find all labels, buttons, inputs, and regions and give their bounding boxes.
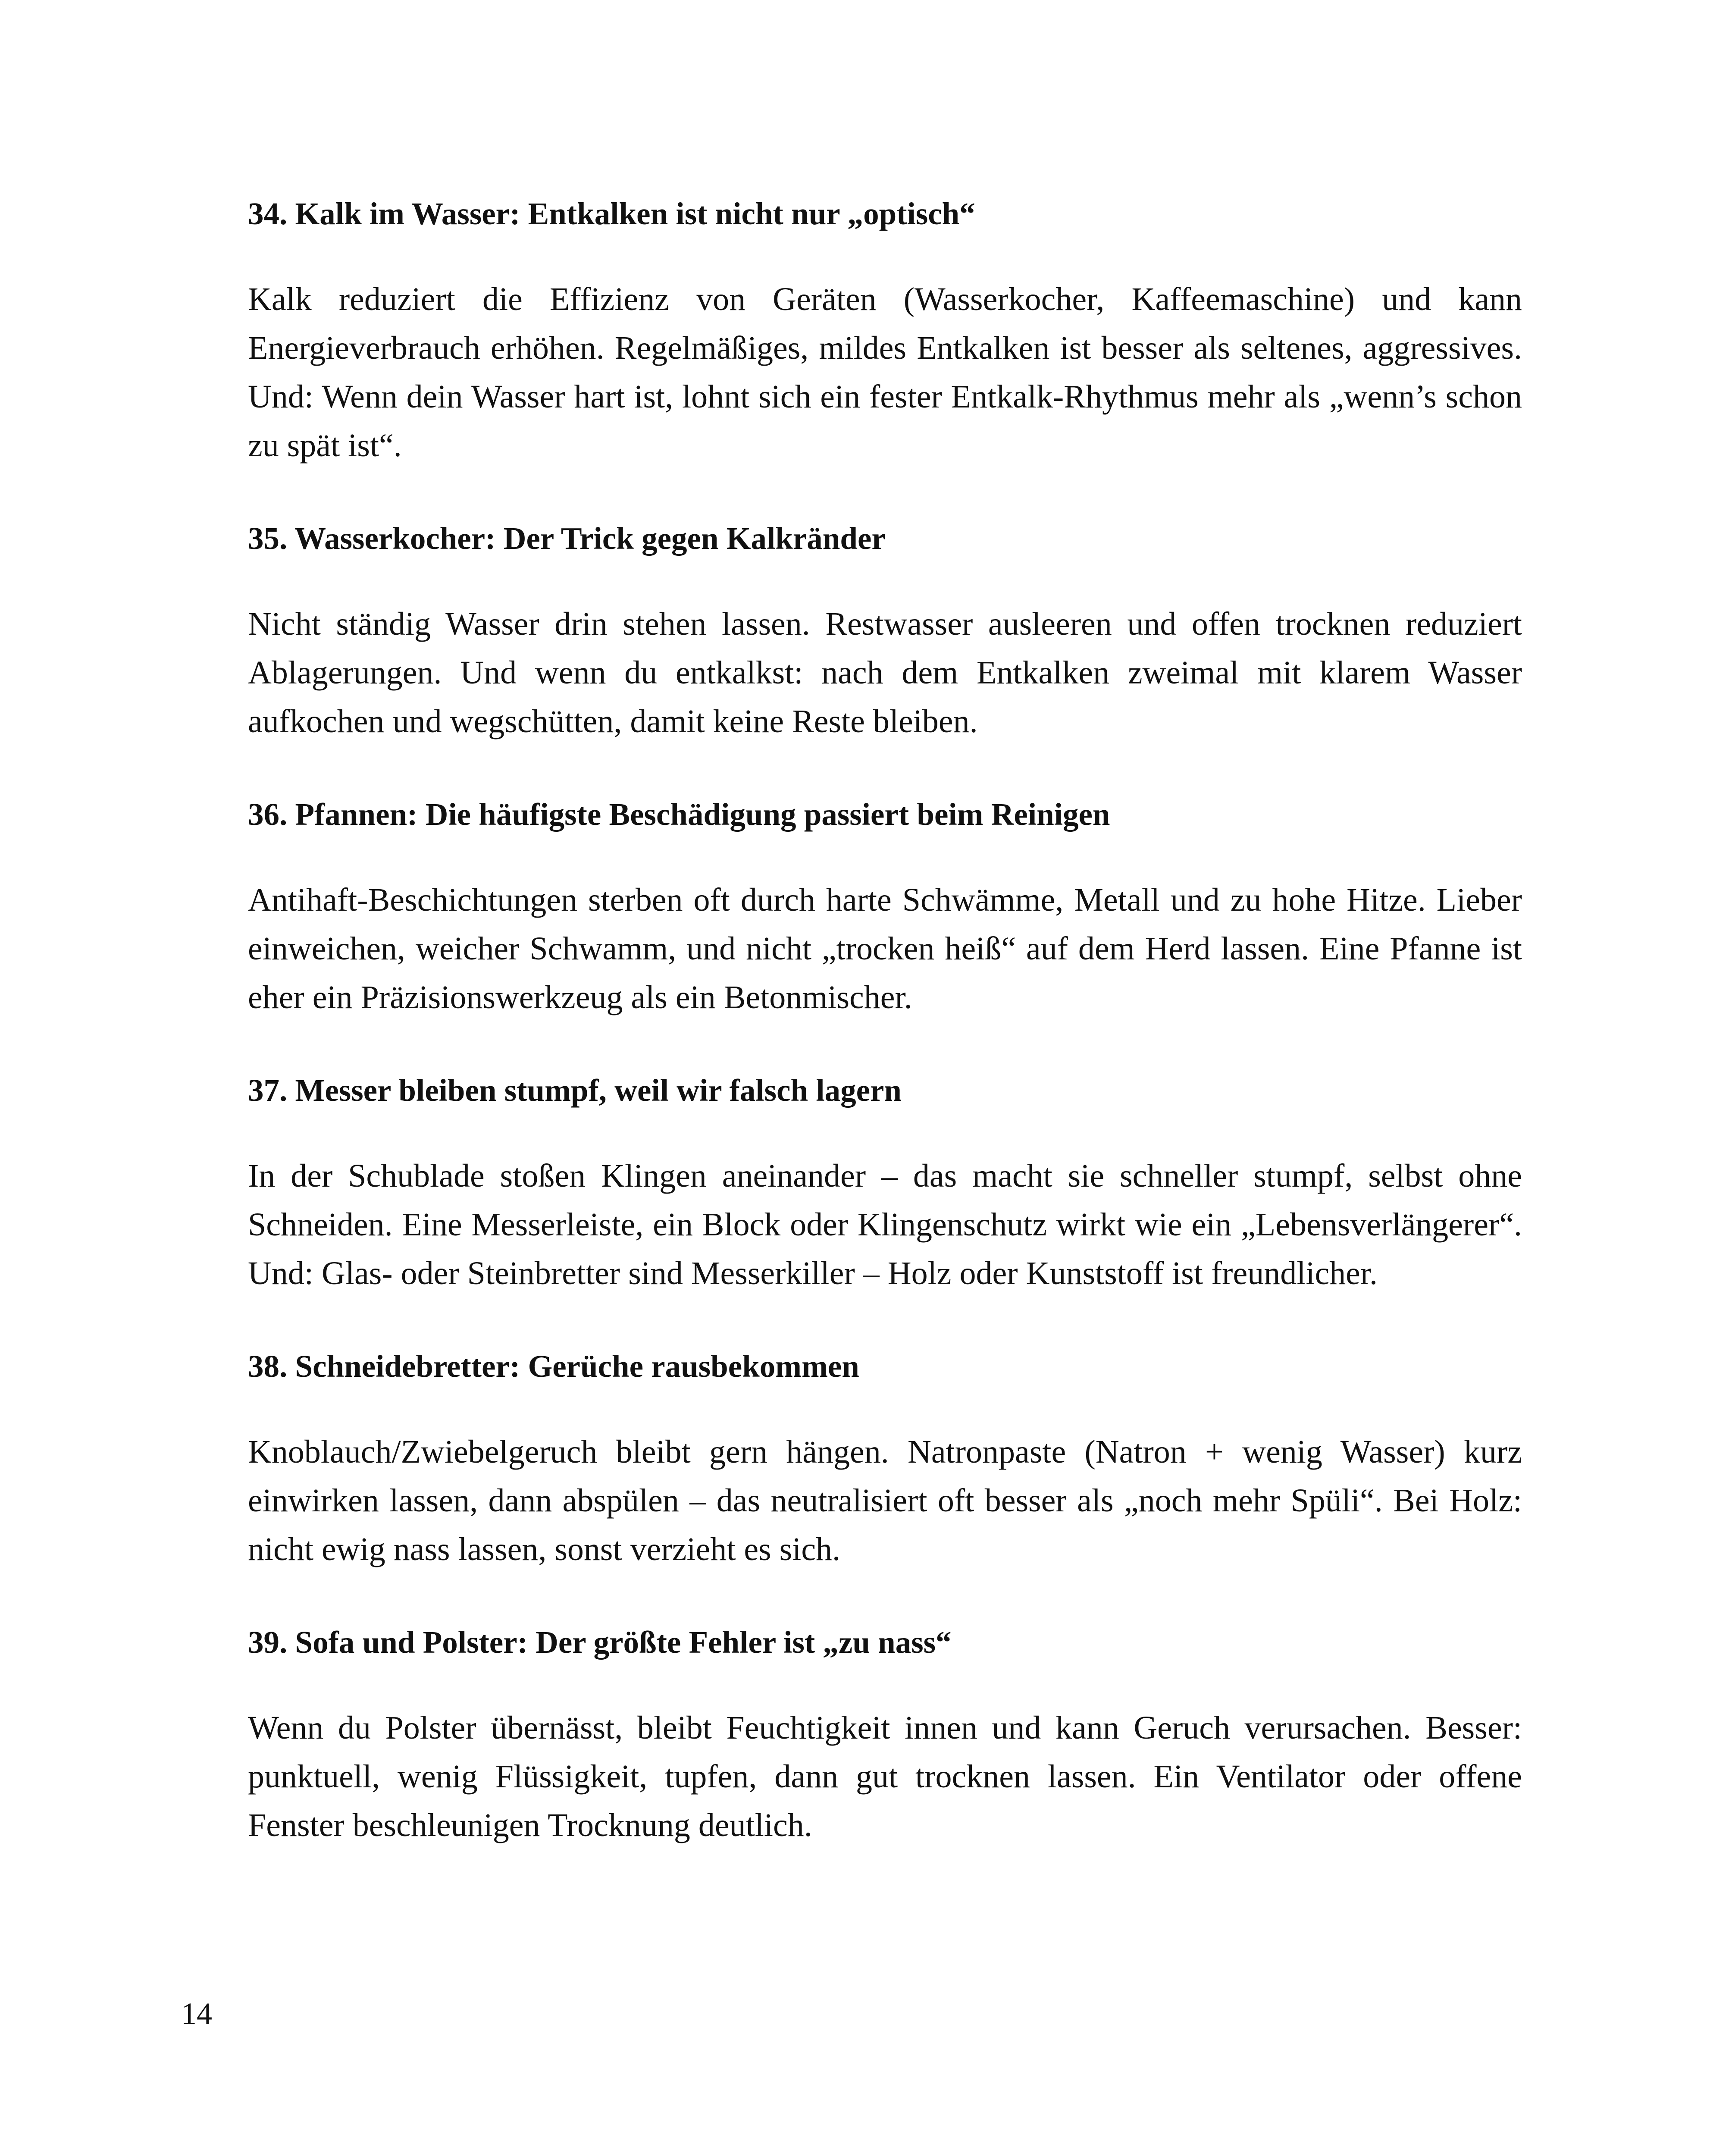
section-heading: 39. Sofa und Polster: Der größte Fehler ist „zu nass“ (248, 1625, 952, 1660)
page-content (248, 190, 1522, 1894)
section-heading: 37. Messer bleiben stumpf, weil wir falsch lagern (248, 1073, 902, 1108)
section-paragraph: Kalk reduziert die Effizienz von Geräten (Wasserkocher, Kaffeemaschine) und kann Energieverbrauch erhöhen. Regelmäßiges, mildes Entkalken ist besser als seltenes, aggressives. Und: Wenn dein Wasser hart ist, lohnt sich ein fester Entkalk-Rhythmus mehr als „wenn’s schon zu spät ist“. (248, 281, 1522, 464)
section-38 (248, 1342, 1522, 1574)
section-heading: 38. Schneidebretter: Gerüche rausbekommen (248, 1349, 859, 1384)
section-35 (248, 514, 1522, 746)
section-heading: 35. Wasserkocher: Der Trick gegen Kalkränder (248, 521, 886, 556)
section-36 (248, 790, 1522, 1022)
section-paragraph: Nicht ständig Wasser drin stehen lassen. Restwasser ausleeren und offen trocknen reduziert Ablagerungen. Und wenn du entkalkst: nach dem Entkalken zweimal mit klarem Wasser aufkochen und wegschütten, damit keine Reste bleiben. (248, 606, 1522, 740)
section-heading: 34. Kalk im Wasser: Entkalken ist nicht nur „optisch“ (248, 196, 975, 231)
section-heading: 36. Pfannen: Die häufigste Beschädigung passiert beim Reinigen (248, 797, 1110, 832)
section-37 (248, 1066, 1522, 1298)
page-number: 14 (181, 1996, 212, 2031)
section-paragraph: Knoblauch/Zwiebelgeruch bleibt gern hängen. Natronpaste (Natron + wenig Wasser) kurz einwirken lassen, dann abspülen – das neutralisiert oft besser als „noch mehr Spüli“. Bei Holz: nicht ewig nass lassen, sonst verzieht es sich. (248, 1434, 1522, 1567)
section-paragraph: Antihaft-Beschichtungen sterben oft durch harte Schwämme, Metall und zu hohe Hitze. Lieber einweichen, weicher Schwamm, und nicht „trocken heiß“ auf dem Herd lassen. Eine Pfanne ist eher ein Präzisionswerkzeug als ein Betonmischer. (248, 882, 1522, 1015)
section-paragraph: In der Schublade stoßen Klingen aneinander – das macht sie schneller stumpf, selbst ohne Schneiden. Eine Messerleiste, ein Block oder Klingenschutz wirkt wie ein „Lebensverlängerer“. Und: Glas- oder Steinbretter sind Messerkiller – Holz oder Kunststoff ist freundlicher. (248, 1158, 1522, 1291)
section-39 (248, 1618, 1522, 1850)
section-34 (248, 190, 1522, 470)
section-paragraph: Wenn du Polster übernässt, bleibt Feuchtigkeit innen und kann Geruch verursachen. Besser: punktuell, wenig Flüssigkeit, tupfen, dann gut trocknen lassen. Ein Ventilator oder offene Fenster beschleunigen Trocknung deutlich. (248, 1710, 1522, 1843)
